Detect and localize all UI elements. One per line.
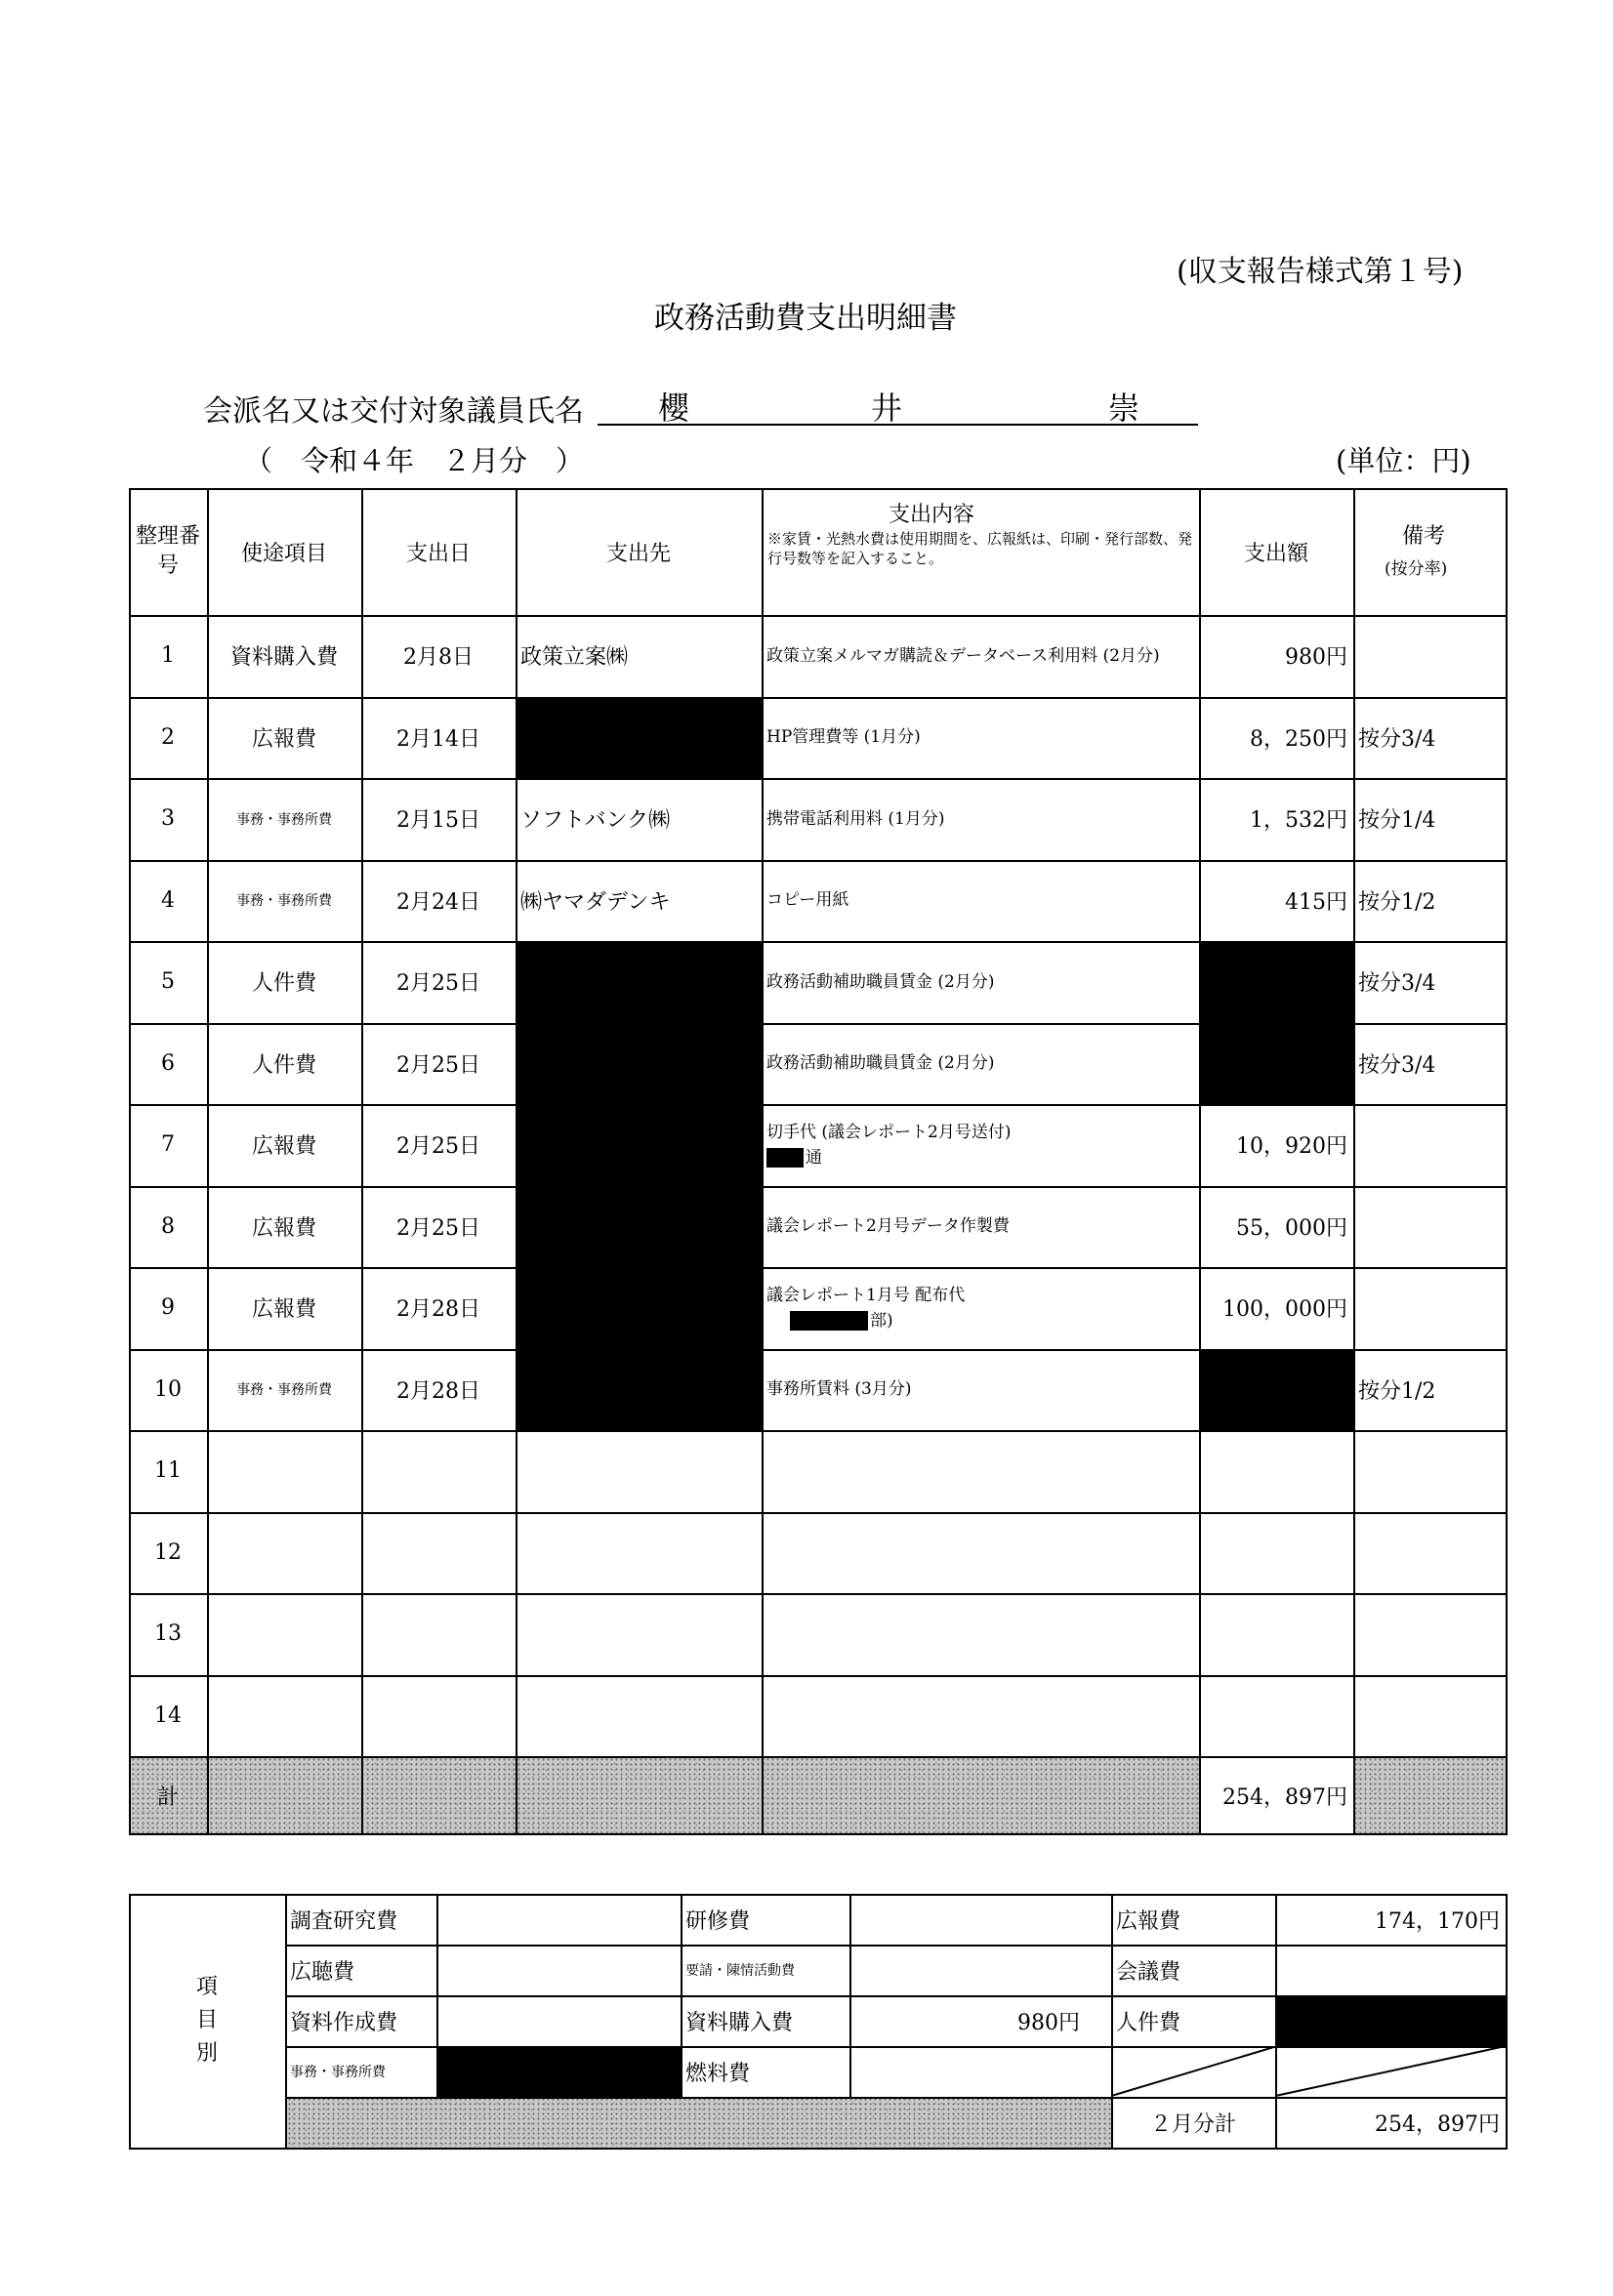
- row-category: 人件費: [251, 971, 316, 997]
- document-title: 政務活動費支出明細書: [654, 301, 957, 336]
- row-date: 2月8日: [403, 645, 474, 671]
- row-number: 4: [161, 887, 175, 913]
- row-content-redaction: [790, 1311, 868, 1331]
- summary-col-0: [129, 1894, 131, 2150]
- row-line-14: [129, 1756, 1508, 1758]
- row-category: 人件費: [251, 1052, 316, 1078]
- summary-pr-value: 174，170円: [1375, 1908, 1500, 1934]
- row-date: 2月25日: [396, 1134, 480, 1160]
- row-amount: 100，000円: [1222, 1297, 1347, 1323]
- row-category: 広報費: [251, 1215, 316, 1241]
- row-number: 13: [154, 1621, 182, 1647]
- summary-col-7: [1506, 1894, 1508, 2150]
- summary-research-label: 調査研究費: [290, 1908, 398, 1934]
- row-line-5: [129, 1023, 1508, 1025]
- summary-empty-slash-1: [1111, 2046, 1274, 2097]
- row-content-redaction: [766, 1148, 804, 1168]
- col-line-6: [1353, 488, 1355, 1835]
- row-date: 2月28日: [396, 1297, 480, 1323]
- summary-line-4: [285, 2097, 1508, 2099]
- row-line-9: [129, 1349, 1508, 1351]
- summary-line-3: [285, 2046, 1508, 2048]
- col-line-2: [361, 488, 363, 1835]
- row-content-line2: 通: [766, 1145, 822, 1170]
- summary-empty-slash-2: [1275, 2045, 1506, 2097]
- row-date: 2月25日: [396, 971, 480, 997]
- payee-redaction-row2: [516, 697, 762, 779]
- member-name-part-1: 櫻: [658, 390, 690, 427]
- summary-line-top: [129, 1894, 1508, 1896]
- row-line-4: [129, 941, 1508, 943]
- summary-pr-label: 広報費: [1116, 1908, 1181, 1934]
- row-content: 政務活動補助職員賃金 (2月分): [766, 971, 995, 992]
- row-remarks: [1353, 615, 1506, 697]
- col-line-5: [1199, 488, 1201, 1835]
- row-line-11: [129, 1512, 1508, 1514]
- summary-materials-purchase-value: 980円: [1017, 2010, 1080, 2035]
- row-amount: 415円: [1285, 889, 1347, 915]
- summary-office-value-redacted: [436, 2046, 681, 2097]
- summary-fuel-label: 燃料費: [685, 2061, 751, 2086]
- row-remarks: 按分1/4: [1358, 808, 1436, 834]
- row-category: 事務・事務所費: [236, 893, 332, 910]
- row-content: [762, 1267, 1199, 1349]
- summary-line-bottom: [129, 2148, 1508, 2150]
- row-line-3: [129, 860, 1508, 862]
- side-label-2: 目: [195, 2008, 218, 2032]
- row-number: 7: [161, 1132, 175, 1158]
- summary-personnel-value-redacted: [1275, 1995, 1506, 2046]
- row-number: 14: [154, 1702, 182, 1728]
- row-content: 議会レポート2月号データ作製費: [766, 1216, 1010, 1237]
- row-payee: ㈱ヤマダデンキ: [520, 889, 671, 915]
- row-number: 10: [154, 1376, 182, 1402]
- member-name-part-3: 崇: [1108, 390, 1140, 427]
- row-content: 携帯電話利用料 (1月分): [766, 808, 945, 829]
- summary-col-2: [436, 1894, 438, 2097]
- row-remarks: [1353, 1186, 1506, 1268]
- side-label-3: 別: [195, 2041, 218, 2066]
- col-line-1: [207, 488, 209, 1835]
- summary-office-label: 事務・事務所費: [290, 2065, 386, 2080]
- row-content: 政策立案メルマガ購読＆データベース利用料 (2月分): [766, 645, 1160, 666]
- row-amount: 10，920円: [1236, 1134, 1347, 1160]
- row-number: 9: [161, 1295, 175, 1321]
- summary-petition-label: 要請・陳情活動費: [685, 1963, 795, 1979]
- summary-col-4: [849, 1894, 851, 2097]
- row-category: 資料購入費: [229, 645, 338, 671]
- header-content-note: ※家賃・光熱水費は使用期間を、広報紙は、印刷・発行部数、発行号数等を記入すること。: [767, 530, 1193, 567]
- summary-side-label: [129, 1894, 285, 2148]
- row-line-2: [129, 778, 1508, 780]
- side-label-1: 項: [195, 1975, 218, 1999]
- row-payee: ソフトバンク㈱: [520, 808, 671, 834]
- col-line-3: [516, 488, 517, 1835]
- header-category: 使途項目: [240, 541, 327, 566]
- row-category: 広報費: [251, 1134, 316, 1160]
- row-number: 8: [161, 1213, 175, 1239]
- row-remarks: 按分3/4: [1358, 1052, 1436, 1078]
- summary-training-label: 研修費: [685, 1908, 751, 1934]
- row-number: 11: [154, 1458, 182, 1484]
- row-remarks: 按分3/4: [1358, 726, 1436, 752]
- summary-month-total-value: 254，897円: [1375, 2112, 1500, 2137]
- summary-personnel-label: 人件費: [1116, 2010, 1181, 2035]
- unit-label: (単位：円): [1336, 444, 1471, 477]
- row-category: 事務・事務所費: [236, 1382, 332, 1399]
- col-line-7: [1506, 488, 1508, 1835]
- row-content: [762, 1104, 1199, 1186]
- summary-col-3: [681, 1894, 682, 2097]
- summary-hearing-label: 広聴費: [290, 1959, 355, 1985]
- summary-total-shading: [287, 2097, 1111, 2148]
- amount-redaction-row10: [1199, 1349, 1353, 1431]
- row-line-top: [129, 488, 1508, 490]
- row-number: 2: [161, 724, 175, 750]
- header-no: 整理番号: [135, 524, 200, 578]
- row-category: 事務・事務所費: [236, 811, 332, 828]
- row-content-line1: 議会レポート1月号 配布代: [766, 1285, 966, 1305]
- total-remarks-shading: [1353, 1757, 1506, 1833]
- row-date: 2月15日: [396, 808, 480, 834]
- row-line-8: [129, 1267, 1508, 1269]
- row-category: 広報費: [251, 726, 316, 752]
- row-remarks: 按分1/2: [1358, 889, 1436, 915]
- header-content: 支出内容: [889, 503, 975, 527]
- row-content-line2: 部): [766, 1308, 893, 1333]
- row-line-1: [129, 697, 1508, 699]
- summary-materials-making-label: 資料作成費: [290, 2010, 398, 2035]
- row-date: 2月25日: [396, 1052, 480, 1078]
- row-line-10: [129, 1430, 1508, 1432]
- header-remarks: 備考: [1402, 524, 1446, 549]
- name-label: 会派名又は交付対象議員氏名: [203, 394, 584, 429]
- row-number: 12: [154, 1539, 182, 1565]
- row-line-bottom: [129, 1833, 1508, 1835]
- row-remarks: [1353, 1104, 1506, 1186]
- total-label: 計: [156, 1784, 179, 1810]
- row-payee: 政策立案㈱: [520, 645, 629, 671]
- row-line-12: [129, 1593, 1508, 1595]
- row-content: 政務活動補助職員賃金 (2月分): [766, 1053, 995, 1074]
- row-date: 2月28日: [396, 1378, 480, 1404]
- row-number: 5: [161, 969, 175, 995]
- row-line-6: [129, 1104, 1508, 1106]
- col-line-4: [762, 488, 764, 1835]
- summary-month-total-label: ２月分計: [1149, 2112, 1236, 2137]
- row-date: 2月25日: [396, 1215, 480, 1241]
- row-date: 2月14日: [396, 726, 480, 752]
- summary-col-6: [1275, 1894, 1277, 2150]
- summary-line-2: [285, 1995, 1508, 1997]
- total-row-shading: [131, 1757, 1199, 1833]
- row-content: HP管理費等 (1月分): [766, 727, 921, 748]
- member-name-part-2: 井: [871, 390, 903, 427]
- row-remarks: 按分3/4: [1358, 971, 1436, 997]
- row-content: 事務所賃料 (3月分): [766, 1379, 912, 1400]
- row-amount: 8，250円: [1250, 726, 1347, 752]
- header-remarks-sub: (按分率): [1385, 559, 1448, 579]
- row-remarks: [1353, 1267, 1506, 1349]
- row-number: 3: [161, 806, 175, 832]
- row-line-header: [129, 615, 1508, 617]
- row-amount: 980円: [1285, 645, 1347, 671]
- summary-col-5: [1111, 1894, 1113, 2150]
- summary-line-1: [285, 1945, 1508, 1947]
- row-content: コピー用紙: [766, 890, 849, 911]
- row-content-line1: 切手代 (議会レポート2月号送付): [766, 1122, 1012, 1142]
- summary-materials-purchase-label: 資料購入費: [685, 2010, 794, 2035]
- row-number: 6: [161, 1050, 175, 1076]
- row-amount: 1，532円: [1250, 808, 1347, 834]
- total-amount: 254，897円: [1222, 1784, 1347, 1810]
- header-amount: 支出額: [1243, 541, 1308, 566]
- period: （ 令和４年 ２月分 ）: [244, 444, 585, 477]
- summary-col-1: [285, 1894, 287, 2150]
- row-amount: 55，000円: [1236, 1215, 1347, 1241]
- header-payee: 支出先: [605, 541, 671, 566]
- col-line-0: [129, 488, 131, 1835]
- header-date: 支出日: [405, 541, 471, 566]
- row-category: 広報費: [251, 1297, 316, 1323]
- row-date: 2月24日: [396, 889, 480, 915]
- row-remarks: 按分1/2: [1358, 1378, 1436, 1404]
- row-number: 1: [161, 643, 175, 669]
- summary-meeting-label: 会議費: [1116, 1959, 1181, 1985]
- row-line-13: [129, 1675, 1508, 1677]
- row-line-7: [129, 1186, 1508, 1188]
- form-code: (収支報告様式第１号): [1177, 255, 1464, 289]
